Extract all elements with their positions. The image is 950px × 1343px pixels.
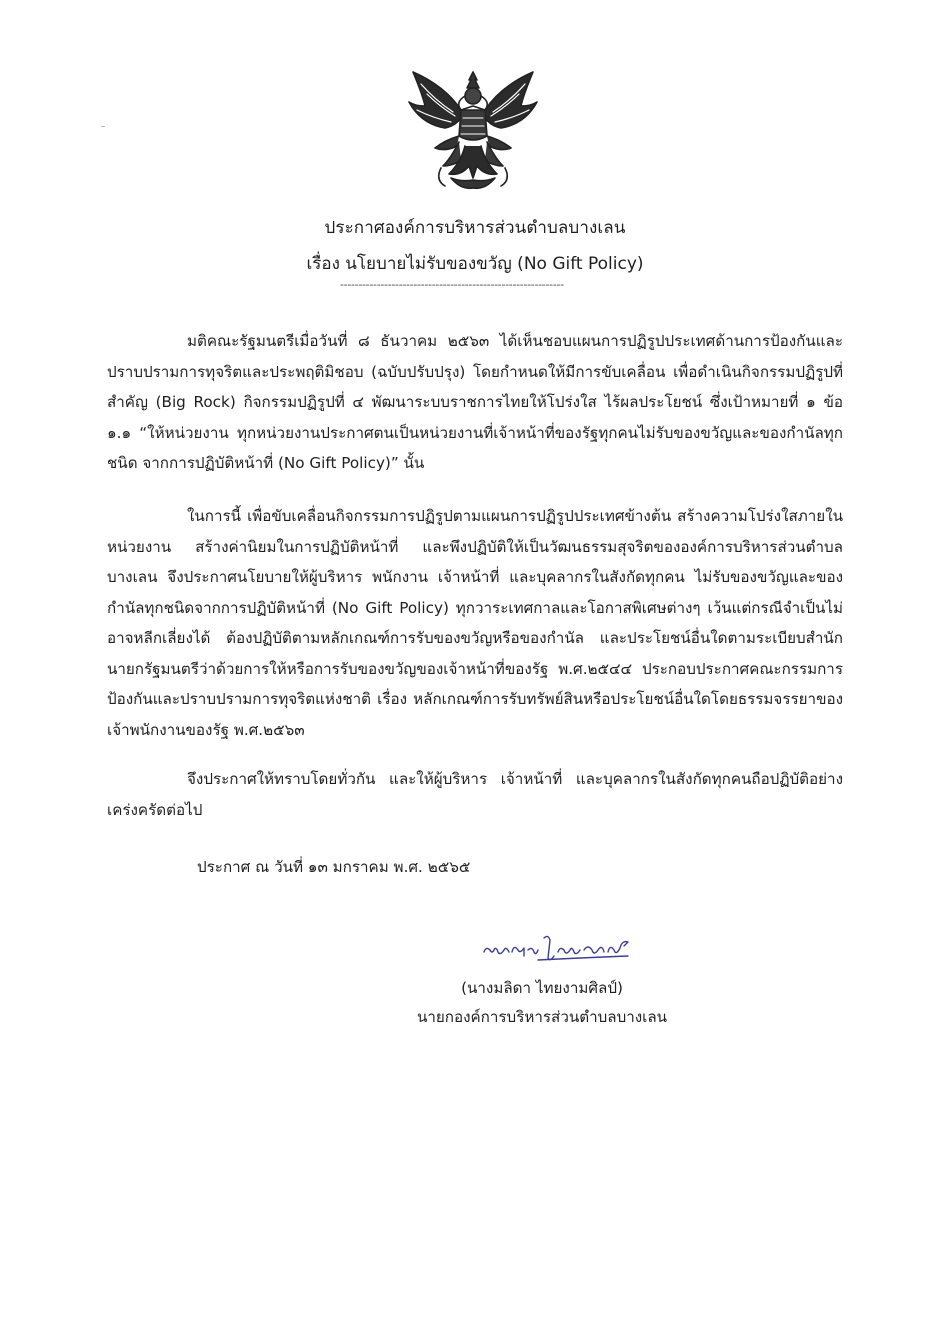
paragraph-1-text: มติคณะรัฐมนตรีเมื่อวันที่ ๘ ธันวาคม ๒๕๖๓ ได้เห็นชอบแผนการปฏิรูปประเทศด้านการป้องกันและปราบปรามการทุจริตและประพฤติมิชอบ (ฉบับปรับปรุง) โดยกำหนดให้มีการขับเคลื่อน เพื่อดำเนินกิจกรรมปฏิรูปที่สำคัญ (Big Rock) กิจกรรมปฏิรูปที่ ๔ พัฒนาระบบราชการไทยให้โปร่งใส ไร้ผลประโยชน์ ซึ่งเป้าหมายที่ ๑ ข้อ ๑.๑ “ให้หน่วยงาน ทุกหน่วยงานประกาศตนเป็นหน่วยงานที่เจ้าหน้าที่ของรัฐทุกคนไม่รับของขวัญและของกำนัลทุกชนิด จากการปฏิบัติหน้าที่ (No Gift Policy)” นั้น: [107, 332, 843, 472]
signer-name: (นางมลิดา ไทยงามศิลป์): [461, 979, 623, 997]
paragraph-3-text: จึงประกาศให้ทราบโดยทั่วกัน และให้ผู้บริหาร เจ้าหน้าที่ และบุคลากรในสังกัดทุกคนถือปฏิบัติอย่างเคร่งครัดต่อไป: [107, 770, 843, 819]
announcement-title: ประกาศองค์การบริหารส่วนตำบลบางเลน: [324, 218, 626, 238]
handwritten-signature: [478, 928, 638, 966]
title-divider: -------------------------------------------------------------: [340, 278, 564, 291]
scan-speck: [101, 126, 105, 127]
paragraph-background: [107, 326, 843, 479]
signer-position: นายกองค์การบริหารส่วนตำบลบางเลน: [416, 1008, 668, 1026]
garuda-emblem-icon: [405, 66, 541, 194]
paragraph-policy: [107, 501, 843, 745]
paragraph-closing: [107, 764, 843, 825]
announcement-date: ประกาศ ณ วันที่ ๑๓ มกราคม พ.ศ. ๒๕๖๕: [197, 858, 471, 876]
announcement-subject: เรื่อง นโยบายไม่รับของขวัญ (No Gift Policy): [306, 254, 644, 274]
paragraph-2-text: ในการนี้ เพื่อขับเคลื่อนกิจกรรมการปฏิรูปตามแผนการปฏิรูปประเทศข้างต้น สร้างความโปร่งใสภายในหน่วยงาน สร้างค่านิยมในการปฏิบัติหน้าที่ และพึงปฏิบัติให้เป็นวัฒนธรรมสุจริตขององค์การบริหารส่วนตำบลบางเลน จึงประกาศนโยบายให้ผู้บริหาร พนักงาน เจ้าหน้าที่ และบุคลากรในสังกัดทุกคน ไม่รับของขวัญและของกำนัลทุกชนิดจากการปฏิบัติหน้าที่ (No Gift Policy) ทุกวาระเทศกาลและโอกาสพิเศษต่างๆ เว้นแต่กรณีจำเป็นไม่อาจหลีกเลี่ยงได้ ต้องปฏิบัติตามหลักเกณฑ์การรับของขวัญหรือของกำนัล และประโยชน์อื่นใดตามระเบียบสำนักนายกรัฐมนตรีว่าด้วยการให้หรือการรับของขวัญของเจ้าหน้าที่ของรัฐ พ.ศ.๒๕๔๔ ประกอบประกาศคณะกรรมการป้องกันและปราบปรามการทุจริตแห่งชาติ เรื่อง หลักเกณฑ์การรับทรัพย์สินหรือประโยชน์อื่นใดโดยธรรมจรรยาของเจ้าพนักงานของรัฐ พ.ศ.๒๕๖๓: [107, 507, 843, 739]
